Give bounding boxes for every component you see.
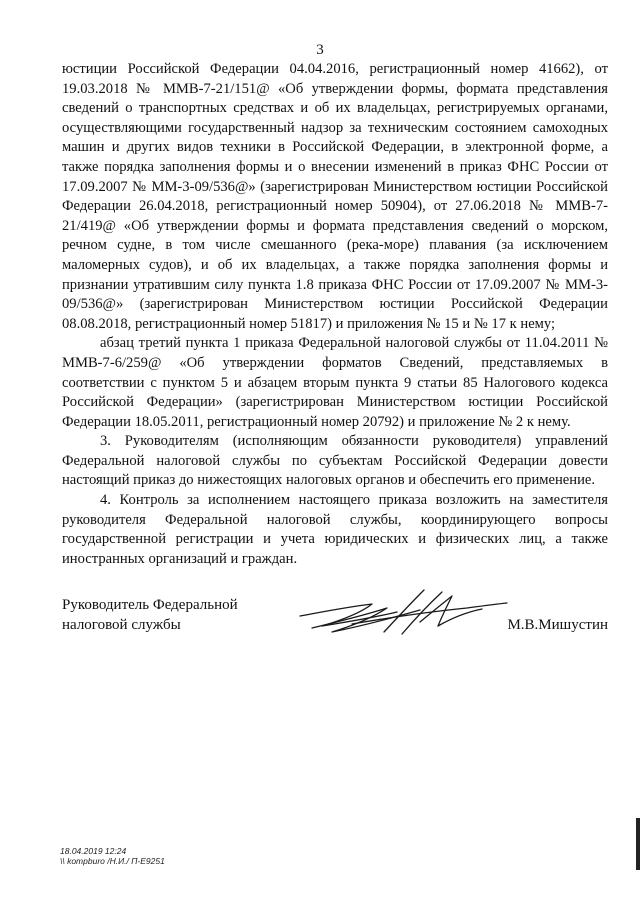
signature-block	[62, 596, 608, 656]
paragraph-4: 4. Контроль за исполнением настоящего приказа возложить на заместителя руководителя Федеральной налоговой службы, координирующего вопросы государственной регистрации и учета юридических и физических лиц, а также иностранных организаций и граждан.	[62, 492, 608, 567]
signer-name: М.В.Мишустин	[507, 617, 608, 633]
signer-title-line-1: Руководитель Федеральной	[62, 597, 238, 613]
paragraph-2: абзац третий пункта 1 приказа Федеральной налоговой службы от 11.04.2011 № ММВ-7-6/259@ «Об утверждении форматов Сведений, представляемых в соответствии с пунктом 5 и абзацем вторым пункта 9 статьи 85 Налогового кодекса Российской Федерации» (зарегистрирован Министерством юстиции Российской Федерации 18.05.2011, регистрационный номер 20792) и приложение № 2 к нему.	[62, 335, 608, 430]
footer-timestamp: 18.04.2019 12:24	[60, 846, 127, 856]
handwritten-signature-icon	[292, 582, 512, 644]
scan-edge-mark	[636, 818, 640, 870]
paragraph-1: юстиции Российской Федерации 04.04.2016, регистрационный номер 41662), от 19.03.2018 № ММВ-7-21/151@ «Об утверждении формы, формата представления сведений о транспортных средствах и об их владельцах, регистрируемых органами, осуществляющими государственный надзор за техническим состоянием самоходных машин и других видов техники в Российской Федерации, в электронной форме, а также порядка заполнения формы и о внесении изменений в приказ ФНС России от 17.09.2007 № ММ-3-09/536@» (зарегистрирован Министерством юстиции Российской Федерации 26.04.2018, регистрационный номер 50904), от 27.06.2018 № ММВ-7-21/419@ «Об утверждении формы и формата представления сведений о морском, речном судне, в том числе смешанного (река-море) плавания (за исключением маломерных судов), и об их владельцах, а также порядка заполнения формы и признании утратившим силу пункта 1.8 приказа ФНС России от 17.09.2007 № ММ-3-09/536@» (зарегистрирован Министерством юстиции Российской Федерации 08.08.2018, регистрационный номер 51817) и приложения № 15 и № 17 к нему;	[62, 61, 608, 332]
document-body	[62, 60, 608, 569]
document-footer	[60, 846, 165, 866]
page-number: 3	[316, 42, 324, 58]
paragraph-3: 3. Руководителям (исполняющим обязанности руководителя) управлений Федеральной налоговой службы по субъектам Российской Федерации довести настоящий приказ до нижестоящих налоговых органов и обеспечить его применение.	[62, 433, 608, 489]
footer-reference: \\ kompburo /Н.И./ П-Е9251	[60, 856, 165, 866]
signer-title	[62, 596, 262, 635]
signer-title-line-2: налоговой службы	[62, 616, 181, 633]
